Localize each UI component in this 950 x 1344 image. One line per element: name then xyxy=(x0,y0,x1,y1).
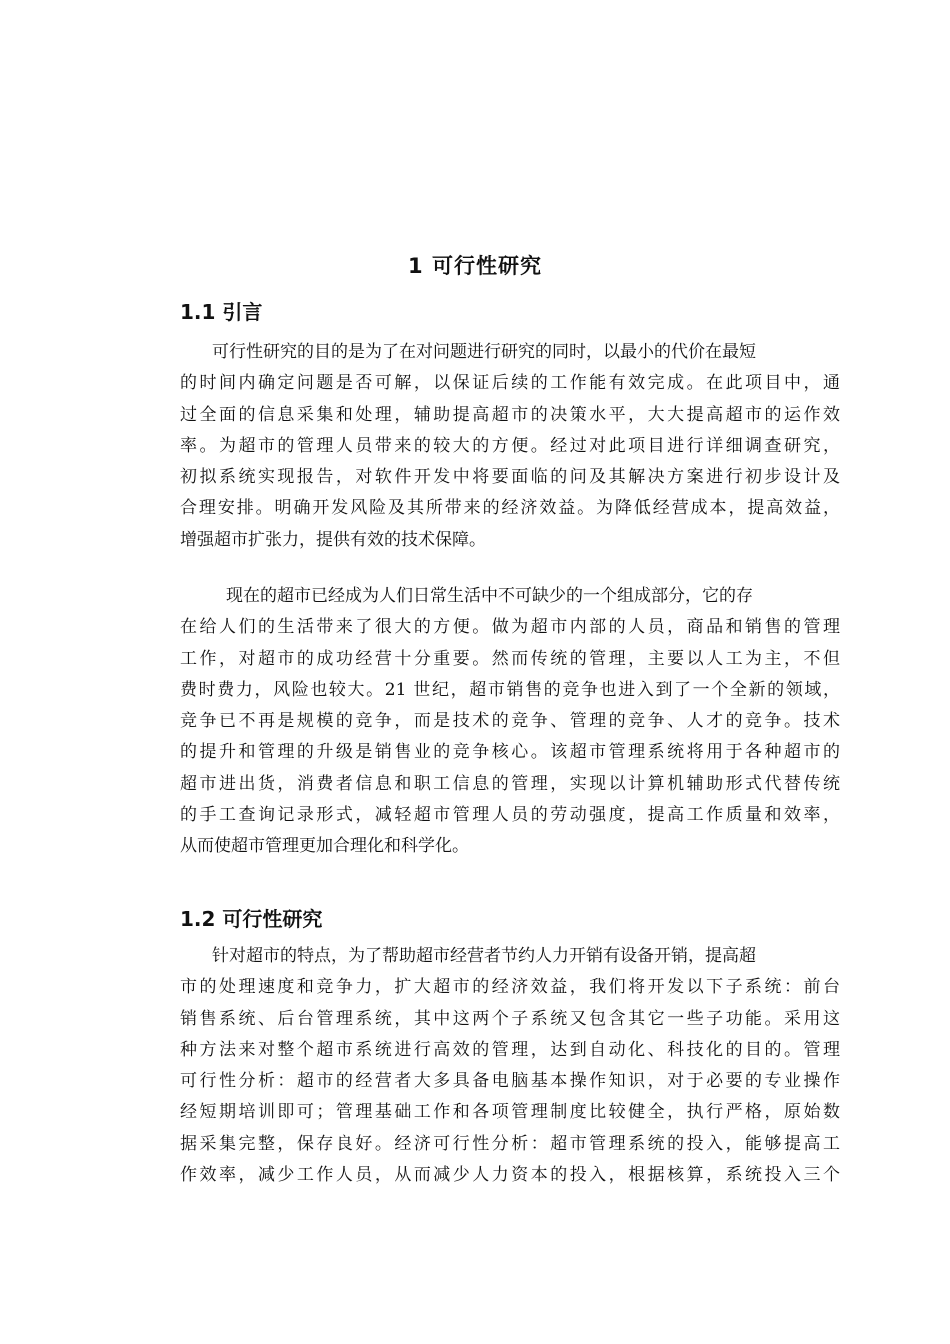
text-line: 可行性分析：超市的经营者大多具备电脑基本操作知识，对于必要的专业操作 xyxy=(180,1071,840,1092)
text-line: 在给人们的生活带来了很大的方便。做为超市内部的人员，商品和销售的管理 xyxy=(180,617,840,638)
text-line: 工作，对超市的成功经营十分重要。然而传统的管理，主要以人工为主，不但 xyxy=(180,648,840,669)
text-line: 可行性研究的目的是为了在对问题进行研究的同时，以最小的代价在最短 xyxy=(212,342,756,362)
text-line: 种方法来对整个超市系统进行高效的管理，达到自动化、科技化的目的。管理 xyxy=(180,1039,840,1060)
text-line: 针对超市的特点，为了帮助超市经营者节约人力开销有设备开销，提高超 xyxy=(212,946,756,966)
text-line: 作效率，减少工作人员，从而减少人力资本的投入，根据核算，系统投入三个 xyxy=(180,1165,840,1186)
text-line: 销售系统、后台管理系统，其中这两个子系统又包含其它一些子功能。采用这 xyxy=(180,1008,840,1029)
text-line: 增强超市扩张力，提供有效的技术保障。 xyxy=(180,529,486,550)
text-line: 合理安排。明确开发风险及其所带来的经济效益。为降低经营成本，提高效益， xyxy=(180,498,840,519)
text-line: 率。为超市的管理人员带来的较大的方便。经过对此项目进行详细调查研究， xyxy=(180,435,840,456)
text-line: 的提升和管理的升级是销售业的竞争核心。该超市管理系统将用于各种超市的 xyxy=(180,742,840,763)
paragraph-intro-1 xyxy=(180,337,840,556)
text-line: 从而使超市管理更加合理化和科学化。 xyxy=(180,836,469,857)
text-line: 竞争已不再是规模的竞争，而是技术的竞争、管理的竞争、人才的竞争。技术 xyxy=(180,711,840,732)
text-line: 据采集完整，保存良好。经济可行性分析：超市管理系统的投入，能够提高工 xyxy=(180,1133,840,1154)
text-line: 的手工查询记录形式，减轻超市管理人员的劳动强度，提高工作质量和效率， xyxy=(180,805,840,826)
section-title-intro: 1.1 引言 xyxy=(180,300,263,324)
text-line: 经短期培训即可；管理基础工作和各项管理制度比较健全，执行严格，原始数 xyxy=(180,1102,840,1123)
text-line: 超市进出货，消费者信息和职工信息的管理，实现以计算机辅助形式代替传统 xyxy=(180,773,840,794)
paragraph-intro-2 xyxy=(180,581,840,863)
text-line: 市的处理速度和竞争力，扩大超市的经济效益，我们将开发以下子系统：前台 xyxy=(180,977,840,998)
text-line: 过全面的信息采集和处理，辅助提高超市的决策水平，大大提高超市的运作效 xyxy=(180,404,840,425)
text-line: 现在的超市已经成为人们日常生活中不可缺少的一个组成部分，它的存 xyxy=(226,586,753,606)
text-line: 的时间内确定问题是否可解，以保证后续的工作能有效完成。在此项目中，通 xyxy=(180,373,840,394)
text-line: 初拟系统实现报告，对软件开发中将要面临的问及其解决方案进行初步设计及 xyxy=(180,467,840,488)
paragraph-feasibility-1 xyxy=(180,941,840,1191)
text-line: 费时费力，风险也较大。21 世纪，超市销售的竞争也进入到了一个全新的领域， xyxy=(180,679,840,700)
section-title-feasibility: 1.2 可行性研究 xyxy=(180,907,323,931)
chapter-title: 1 可行性研究 xyxy=(408,254,542,278)
